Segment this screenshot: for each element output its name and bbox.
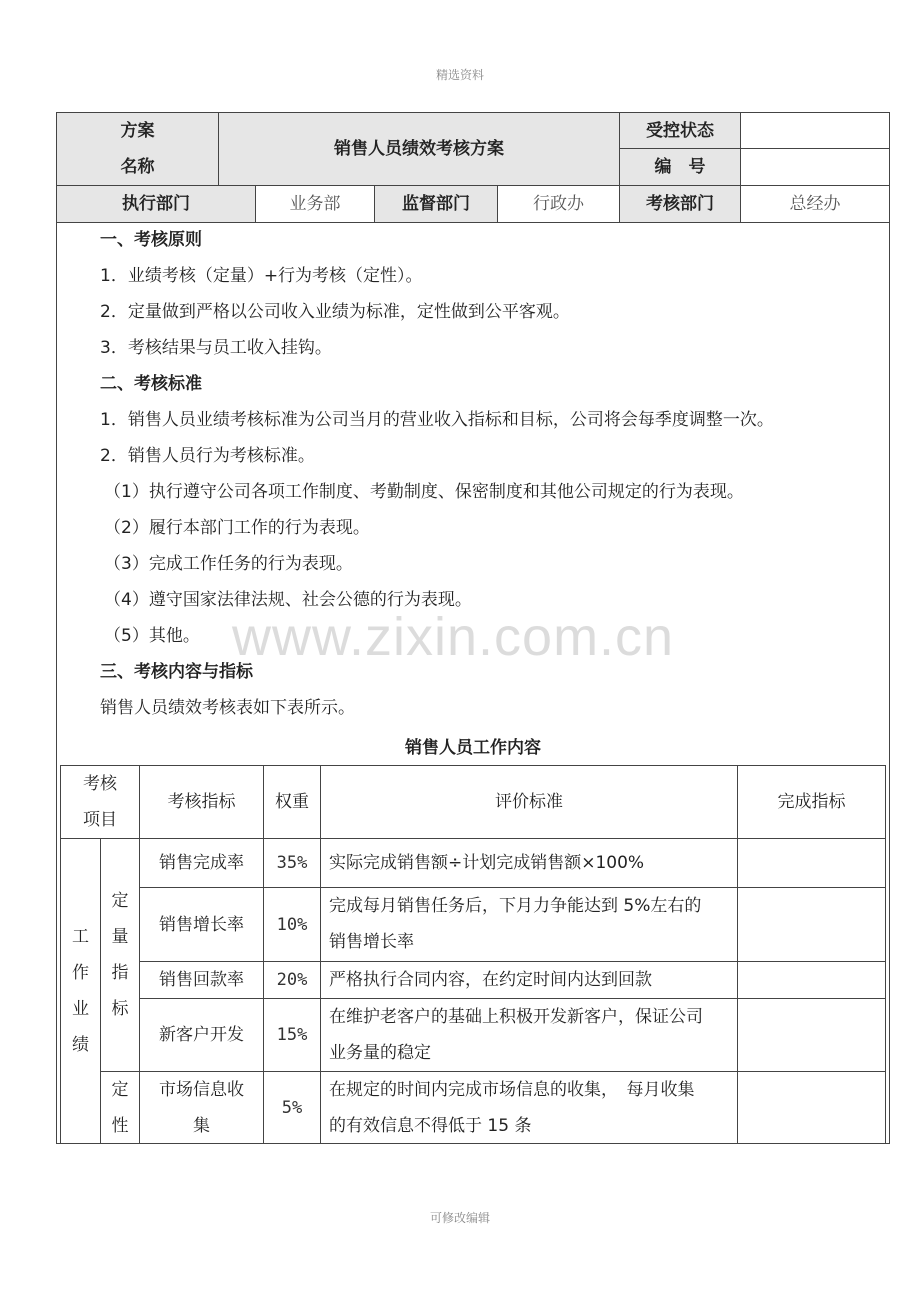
watermark: www.zixin.com.cn (232, 607, 675, 667)
s2-subitem: （1）执行遵守公司各项工作制度、考勤制度、保密制度和其他公司规定的行为表现。 (104, 482, 744, 502)
row-indicator: 销售增长率 (139, 887, 264, 962)
row-target (737, 998, 886, 1072)
work-table-caption: 销售人员工作内容 (405, 738, 541, 758)
row-standard (320, 1071, 738, 1144)
row-indicator: 新客户开发 (139, 998, 264, 1072)
section-3-intro: 销售人员绩效考核表如下表所示。 (100, 698, 355, 718)
quant-char: 指 (111, 963, 129, 983)
header-item (60, 765, 140, 839)
header-item-line-1: 考核 (83, 774, 117, 794)
assess-dept-label: 考核部门 (619, 185, 741, 223)
row-standard: 严格执行合同内容，在约定时间内达到回款 (320, 961, 738, 999)
supervise-dept-value: 行政办 (497, 185, 620, 223)
row-weight: 10% (263, 887, 321, 962)
section-3-title: 三、考核内容与指标 (100, 662, 253, 682)
row-weight: 5% (263, 1071, 321, 1144)
s1-item: 1．业绩考核（定量）+行为考核（定性）。 (100, 266, 423, 286)
header-note: 精选资料 (435, 68, 484, 82)
row-standard-line-2: 销售增长率 (329, 932, 414, 952)
s2-subitem: （2）履行本部门工作的行为表现。 (104, 518, 370, 538)
exec-dept-label: 执行部门 (56, 185, 256, 223)
assess-dept-value: 总经办 (740, 185, 890, 223)
s2-subitem: （3）完成工作任务的行为表现。 (104, 554, 353, 574)
s1-item: 2．定量做到严格以公司收入业绩为标准，定性做到公平客观。 (100, 302, 570, 322)
plan-label-line-2: 名称 (120, 157, 155, 177)
row-standard: 实际完成销售额÷计划完成销售额×100% (320, 838, 738, 888)
plan-name-value: 销售人员绩效考核方案 (218, 112, 620, 186)
category-char: 业 (72, 999, 89, 1019)
row-indicator-line-1: 市场信息收 (159, 1079, 244, 1100)
supervise-dept-label: 监督部门 (374, 185, 498, 223)
plan-name-label (56, 112, 219, 186)
quant-char: 量 (111, 927, 129, 947)
plan-label-line-1: 方案 (120, 121, 155, 141)
row-weight: 35% (263, 838, 321, 888)
subcategory-quantitative (100, 838, 140, 1072)
category-char: 作 (72, 963, 89, 983)
section-1-title: 一、考核原则 (100, 230, 202, 250)
row-standard-line-1: 在规定的时间内完成市场信息的收集， 每月收集 (329, 1080, 695, 1100)
number-value (740, 148, 890, 186)
row-indicator-line-2: 集 (193, 1115, 210, 1136)
row-standard-line-2: 的有效信息不得低于 15 条 (329, 1116, 532, 1136)
s1-item: 3．考核结果与员工收入挂钩。 (100, 338, 332, 358)
number-label: 编 号 (619, 148, 741, 186)
quant-char: 标 (111, 999, 129, 1019)
row-standard (320, 887, 738, 962)
row-standard-line-1: 在维护老客户的基础上积极开发新客户，保证公司 (329, 1007, 703, 1027)
row-target (737, 1071, 886, 1144)
row-indicator: 销售完成率 (139, 838, 264, 888)
header-target: 完成指标 (737, 765, 886, 839)
header-weight: 权重 (263, 765, 321, 839)
row-target (737, 838, 886, 888)
section-2-title: 二、考核标准 (100, 374, 202, 394)
category-char: 工 (72, 927, 89, 947)
row-weight: 15% (263, 998, 321, 1072)
quant-char: 定 (111, 891, 129, 911)
row-standard-line-1: 完成每月销售任务后，下月力争能达到 5%左右的 (329, 896, 702, 916)
footer-note: 可修改编辑 (429, 1211, 490, 1225)
header-standard: 评价标准 (320, 765, 738, 839)
row-weight: 20% (263, 961, 321, 999)
row-target (737, 887, 886, 962)
s2-subitem: （5）其他。 (104, 626, 200, 646)
row-indicator (139, 1071, 264, 1144)
header-indicator: 考核指标 (139, 765, 264, 839)
control-status-label: 受控状态 (619, 112, 741, 149)
s2-item: 2．销售人员行为考核标准。 (100, 446, 315, 466)
s2-subitem: （4）遵守国家法律法规、社会公德的行为表现。 (104, 590, 472, 610)
row-standard (320, 998, 738, 1072)
subcategory-qualitative (100, 1071, 140, 1144)
exec-dept-value: 业务部 (255, 185, 375, 223)
category-char: 绩 (72, 1035, 89, 1055)
qual-char: 定 (111, 1079, 129, 1100)
s2-item: 1．销售人员业绩考核标准为公司当月的营业收入指标和目标，公司将会每季度调整一次。 (100, 410, 774, 430)
qual-char: 性 (111, 1115, 129, 1136)
control-status-value (740, 112, 890, 149)
row-standard-line-2: 业务量的稳定 (329, 1043, 431, 1063)
category-work-performance (60, 838, 101, 1144)
row-target (737, 961, 886, 999)
header-item-line-2: 项目 (83, 810, 117, 830)
row-indicator: 销售回款率 (139, 961, 264, 999)
